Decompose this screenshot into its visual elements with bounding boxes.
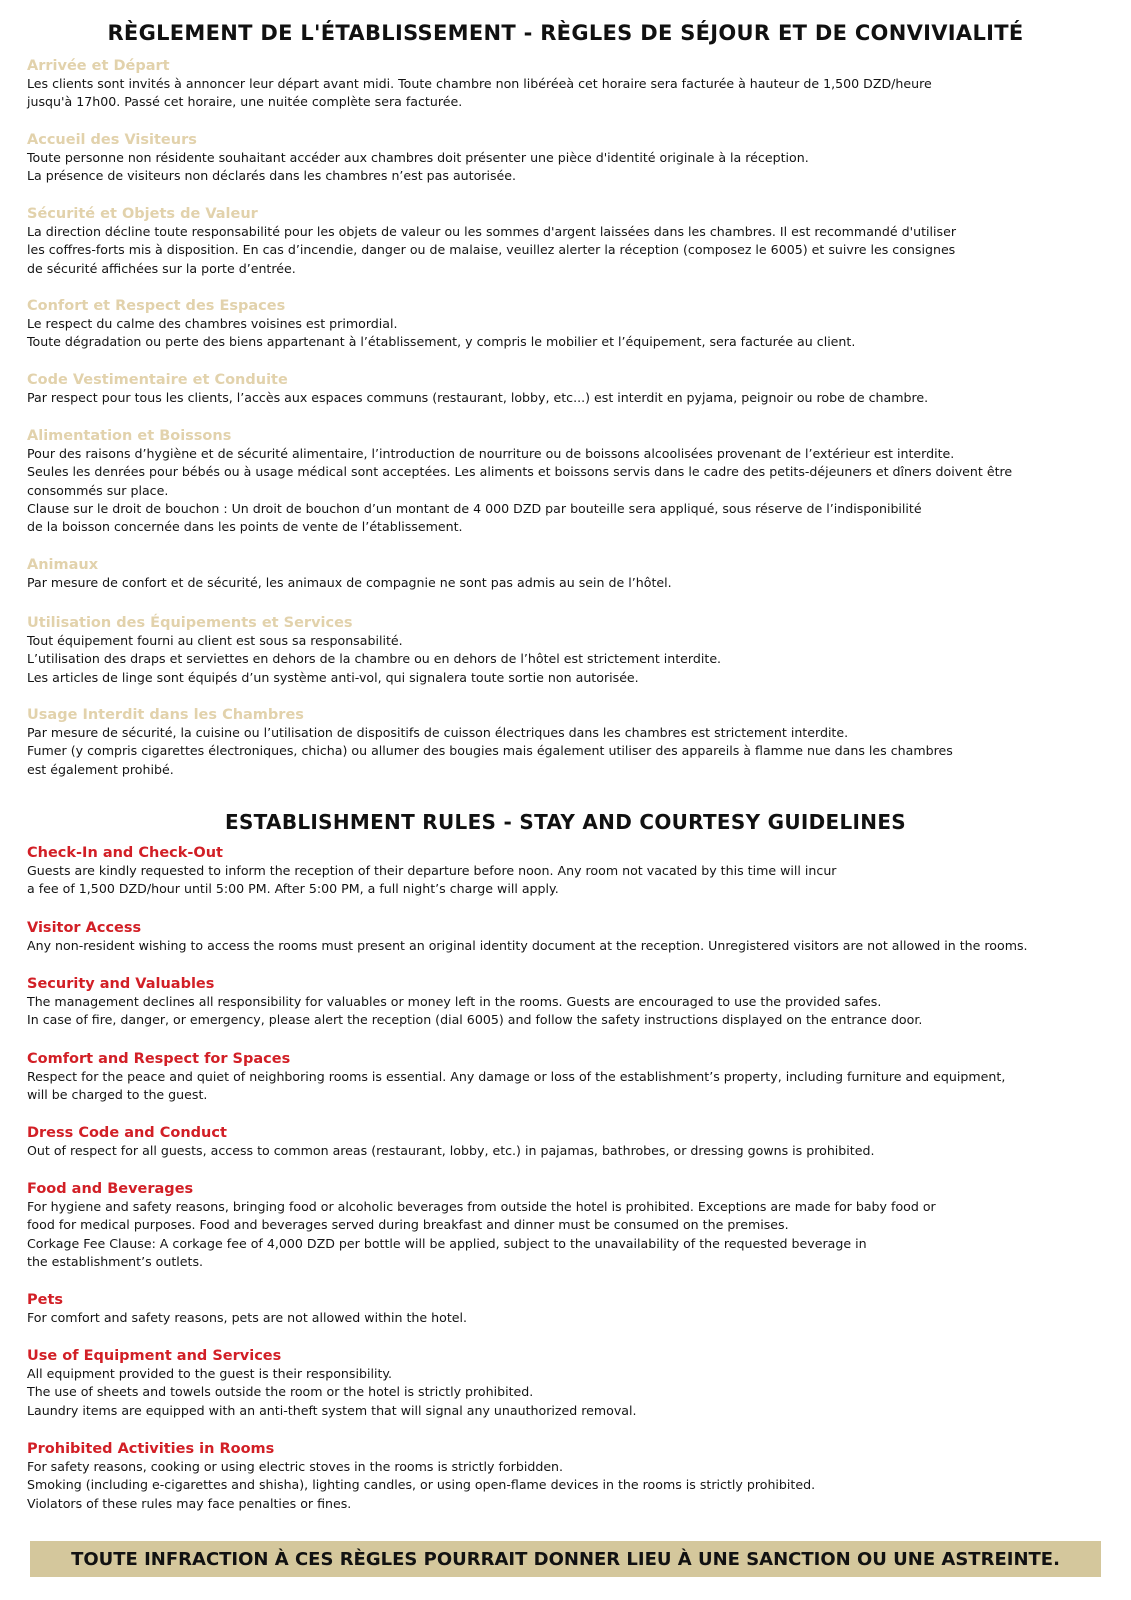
section-heading: Usage Interdit dans les Chambres bbox=[27, 707, 304, 723]
section-line: food for medical purposes. Food and beverages served during breakfast and dinner must be consumed on the premises. bbox=[27, 1217, 789, 1233]
section-line: La présence de visiteurs non déclarés dans les chambres n’est pas autorisée. bbox=[27, 168, 517, 184]
section-line: Les articles de linge sont équipés d’un système anti-vol, qui signalera toute sortie non autorisée. bbox=[27, 669, 639, 685]
fr-section-arrival bbox=[27, 57, 1112, 112]
en-section-pets bbox=[27, 1291, 1112, 1327]
fr-section-visitors bbox=[27, 131, 1112, 186]
en-section-dress-code bbox=[27, 1124, 1112, 1160]
section-heading: Sécurité et Objets de Valeur bbox=[27, 206, 258, 222]
en-section-equipment bbox=[27, 1347, 1112, 1420]
section-heading: Dress Code and Conduct bbox=[27, 1125, 227, 1141]
section-line: L’utilisation des draps et serviettes en dehors de la chambre ou en dehors de l’hôtel est strictement interdite. bbox=[27, 651, 722, 667]
section-line: les coffres-forts mis à disposition. En cas d’incendie, danger ou de malaise, veuillez alerter la réception (composez le 6005) et suivre les consignes bbox=[27, 242, 956, 258]
fr-section-dress-code bbox=[27, 371, 1112, 407]
section-line: The use of sheets and towels outside the room or the hotel is strictly prohibited. bbox=[27, 1384, 534, 1400]
section-heading: Use of Equipment and Services bbox=[27, 1348, 282, 1364]
section-heading: Pets bbox=[27, 1292, 64, 1308]
section-heading: Food and Beverages bbox=[27, 1181, 194, 1197]
section-line: Guests are kindly requested to inform the reception of their departure before noon. Any room not vacated by this time will incur bbox=[27, 863, 837, 878]
section-line: For safety reasons, cooking or using electric stoves in the rooms is strictly forbidden. bbox=[27, 1459, 564, 1474]
section-heading: Visitor Access bbox=[27, 920, 142, 936]
section-line: Corkage Fee Clause: A corkage fee of 4,000 DZD per bottle will be applied, subject to the unavailability of the requested beverage in bbox=[27, 1235, 867, 1251]
section-line: Laundry items are equipped with an anti-theft system that will signal any unauthorized removal. bbox=[27, 1402, 637, 1418]
section-line: Tout équipement fourni au client est sous sa responsabilité. bbox=[27, 633, 403, 648]
en-section-prohibited bbox=[27, 1440, 1112, 1513]
section-line: de la boisson concernée dans les points de vente de l’établissement. bbox=[27, 519, 463, 535]
section-line: Seules les denrées pour bébés ou à usage médical sont acceptées. Les aliments et boissons servis dans le cadre des petits-déjeuners et dîners doivent être bbox=[27, 464, 1013, 480]
footer-banner bbox=[30, 1541, 1101, 1577]
section-line: Pour des raisons d’hygiène et de sécurité alimentaire, l’introduction de nourriture ou de boissons alcoolisées provenant de l’extérieur est interdite. bbox=[27, 446, 955, 461]
section-line: For comfort and safety reasons, pets are not allowed within the hotel. bbox=[27, 1310, 468, 1325]
section-line: jusqu'à 17h00. Passé cet horaire, une nuitée complète sera facturée. bbox=[27, 94, 463, 110]
en-section-security bbox=[27, 975, 1112, 1030]
en-section-comfort bbox=[27, 1050, 1112, 1105]
en-section-food bbox=[27, 1180, 1112, 1271]
section-line: will be charged to the guest. bbox=[27, 1087, 208, 1103]
section-line: a fee of 1,500 DZD/hour until 5:00 PM. After 5:00 PM, a full night’s charge will apply. bbox=[27, 881, 559, 897]
section-line: consommés sur place. bbox=[27, 482, 169, 498]
section-line: Fumer (y compris cigarettes électroniques, chicha) ou allumer des bougies mais également utiliser des appareils à flamme nue dans les chambres bbox=[27, 743, 953, 759]
fr-section-security bbox=[27, 205, 1112, 278]
section-line: For hygiene and safety reasons, bringing food or alcoholic beverages from outside the hotel is prohibited. Exceptions are made for baby food or bbox=[27, 1199, 936, 1214]
section-heading: Confort et Respect des Espaces bbox=[27, 298, 286, 314]
footer-warning: TOUTE INFRACTION À CES RÈGLES POURRAIT DONNER LIEU À UNE SANCTION OU UNE ASTREINTE. bbox=[71, 1548, 1060, 1570]
section-heading: Alimentation et Boissons bbox=[27, 428, 232, 444]
fr-section-equipment bbox=[27, 614, 1112, 687]
fr-section-comfort bbox=[27, 297, 1112, 352]
section-line: the establishment’s outlets. bbox=[27, 1253, 204, 1269]
fr-section-animals bbox=[27, 556, 1112, 592]
french-title: RÈGLEMENT DE L'ÉTABLISSEMENT - RÈGLES DE SÉJOUR ET DE CONVIVIALITÉ bbox=[107, 21, 1024, 45]
fr-section-prohibited bbox=[27, 706, 1112, 779]
section-heading: Prohibited Activities in Rooms bbox=[27, 1441, 275, 1457]
section-line: Violators of these rules may face penalties or fines. bbox=[27, 1495, 352, 1511]
section-heading: Accueil des Visiteurs bbox=[27, 132, 197, 148]
section-line: est également prohibé. bbox=[27, 761, 174, 777]
section-line: Toute dégradation ou perte des biens appartenant à l’établissement, y compris le mobilier et l’équipement, sera facturée au client. bbox=[27, 334, 856, 350]
section-line: Par mesure de confort et de sécurité, les animaux de compagnie ne sont pas admis au sein de l’hôtel. bbox=[27, 575, 672, 590]
section-heading: Check-In and Check-Out bbox=[27, 845, 223, 861]
section-line: Par respect pour tous les clients, l’accès aux espaces communs (restaurant, lobby, etc...) est interdit en pyjama, peignoir ou robe de chambre. bbox=[27, 390, 929, 405]
section-heading: Animaux bbox=[27, 557, 99, 573]
section-line: Out of respect for all guests, access to common areas (restaurant, lobby, etc.) in pajamas, bathrobes, or dressing gowns is prohibited. bbox=[27, 1143, 875, 1158]
en-section-visitors bbox=[27, 919, 1112, 955]
fr-section-food bbox=[27, 427, 1112, 536]
section-line: Le respect du calme des chambres voisines est primordial. bbox=[27, 316, 398, 331]
section-line: Smoking (including e-cigarettes and shisha), lighting candles, or using open-flame devices in the rooms is strictly prohibited. bbox=[27, 1477, 816, 1493]
section-heading: Utilisation des Équipements et Services bbox=[27, 615, 353, 631]
section-heading: Security and Valuables bbox=[27, 976, 215, 992]
section-line: Par mesure de sécurité, la cuisine ou l’utilisation de dispositifs de cuisson électriques dans les chambres est strictement interdite. bbox=[27, 725, 849, 740]
section-line: In case of fire, danger, or emergency, please alert the reception (dial 6005) and follow the safety instructions displayed on the entrance door. bbox=[27, 1012, 923, 1028]
section-line: de sécurité affichées sur la porte d’entrée. bbox=[27, 260, 296, 276]
section-line: All equipment provided to the guest is their responsibility. bbox=[27, 1366, 393, 1381]
section-line: The management declines all responsibility for valuables or money left in the rooms. Guests are encouraged to use the provided safes. bbox=[27, 994, 882, 1009]
section-line: La direction décline toute responsabilité pour les objets de valeur ou les sommes d'argent laissées dans les chambres. Il est recommandé d'utiliser bbox=[27, 224, 957, 239]
section-line: Toute personne non résidente souhaitant accéder aux chambres doit présenter une pièce d'identité originale à la réception. bbox=[27, 150, 809, 165]
section-line: Respect for the peace and quiet of neighboring rooms is essential. Any damage or loss of the establishment’s property, including furniture and equipment, bbox=[27, 1069, 1006, 1084]
en-section-checkin bbox=[27, 844, 1112, 899]
section-heading: Comfort and Respect for Spaces bbox=[27, 1051, 291, 1067]
section-heading: Arrivée et Départ bbox=[27, 58, 170, 74]
section-line: Clause sur le droit de bouchon : Un droit de bouchon d’un montant de 4 000 DZD par bouteille sera appliqué, sous réserve de l’indisponibilité bbox=[27, 500, 922, 516]
section-line: Any non-resident wishing to access the rooms must present an original identity document at the reception. Unregistered visitors are not allowed in the rooms. bbox=[27, 938, 1028, 953]
english-title: ESTABLISHMENT RULES - STAY AND COURTESY GUIDELINES bbox=[224, 810, 906, 834]
section-heading: Code Vestimentaire et Conduite bbox=[27, 372, 288, 388]
section-line: Les clients sont invités à annoncer leur départ avant midi. Toute chambre non libéréeà cet horaire sera facturée à hauteur de 1,500 DZD/heure bbox=[27, 76, 932, 91]
